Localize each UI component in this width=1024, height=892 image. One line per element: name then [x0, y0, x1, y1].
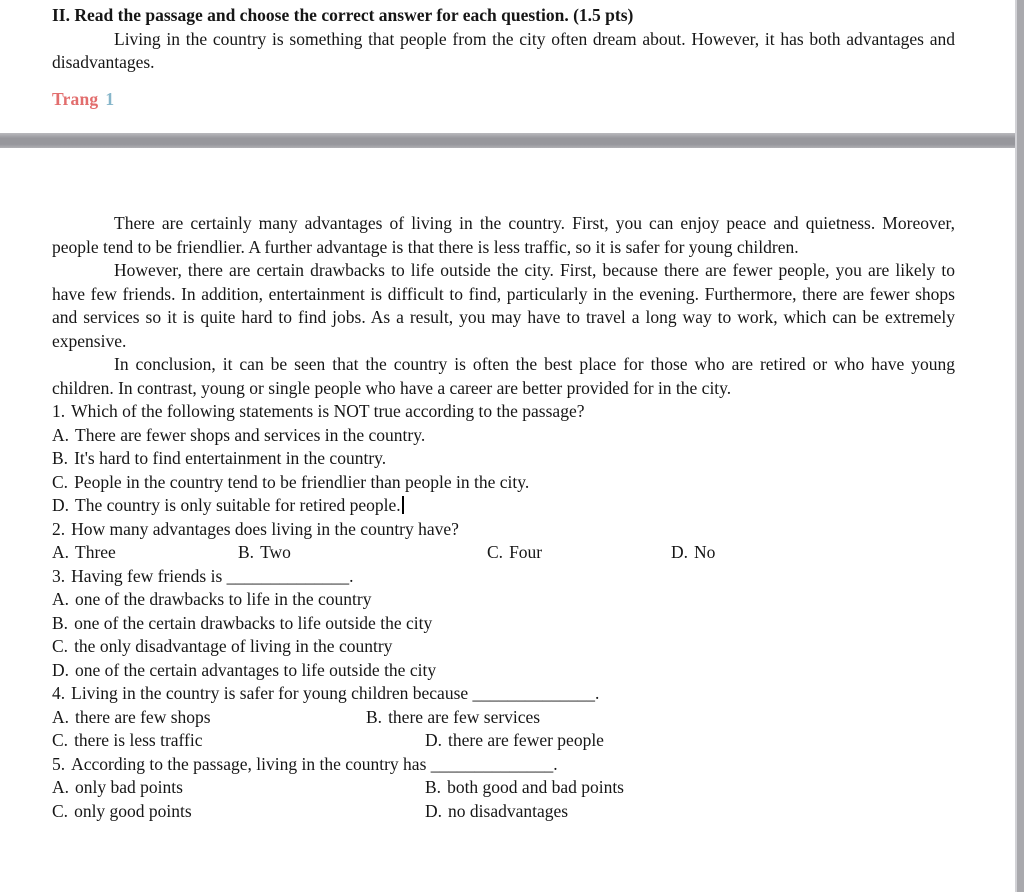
answer-option: [425, 776, 624, 800]
answer-option-row: [52, 776, 955, 800]
option-label: A.: [52, 589, 70, 609]
answer-option-row: [52, 800, 955, 824]
option-label: B.: [238, 542, 255, 562]
answer-option: [52, 776, 425, 800]
option-text: No: [694, 542, 716, 562]
option-label: A.: [52, 706, 70, 727]
question-number: 2.: [52, 518, 66, 539]
option-text: Two: [260, 542, 291, 562]
answer-option: [366, 706, 540, 730]
option-text: there is less traffic: [74, 730, 203, 750]
question-text: How many advantages does living in the country have?: [71, 518, 459, 539]
page-label-number: 1: [105, 88, 115, 109]
scrollbar[interactable]: [1015, 0, 1024, 892]
option-label: A.: [52, 777, 70, 797]
section-heading: II. Read the passage and choose the correct answer for each question. (1.5 pts): [52, 5, 634, 25]
question-text: Which of the following statements is NOT true according to the passage?: [71, 401, 585, 421]
answer-option: [52, 588, 955, 612]
question-5: [52, 753, 955, 777]
answer-option: [52, 706, 366, 730]
answer-option: [52, 471, 955, 495]
question-text: According to the passage, living in the country has ______________.: [71, 753, 558, 774]
answer-option: [52, 729, 425, 753]
option-label: B.: [52, 612, 69, 633]
answer-option-row: [52, 706, 955, 730]
question-number: 5.: [52, 753, 66, 774]
question-4: [52, 682, 955, 706]
option-label: C.: [52, 730, 69, 750]
option-label: A.: [52, 424, 70, 445]
answer-option: [425, 800, 568, 824]
option-text: only good points: [74, 800, 192, 821]
question-3: [52, 565, 955, 589]
page-label: [52, 88, 955, 112]
option-text: there are few services: [388, 706, 541, 727]
option-text: there are fewer people: [448, 730, 604, 750]
passage-intro-paragraph: Living in the country is something that people from the city often dream about. However, it has both advantages and disadvantages.: [52, 28, 955, 72]
question-number: 1.: [52, 401, 66, 421]
answer-option: [487, 541, 671, 565]
page-label-word: Trang: [52, 88, 99, 109]
option-text: no disadvantages: [448, 800, 569, 821]
option-label: D.: [52, 659, 70, 680]
answer-option: [425, 729, 604, 753]
option-label: C.: [487, 542, 504, 562]
option-label: B.: [425, 777, 442, 797]
option-text: People in the country tend to be friendlier than people in the city.: [74, 471, 530, 492]
answer-option: [52, 659, 955, 683]
option-text: the only disadvantage of living in the country: [74, 636, 393, 656]
answer-option: [52, 635, 955, 659]
answer-option-row: [52, 729, 955, 753]
option-label: D.: [425, 800, 443, 821]
option-text: The country is only suitable for retired people.: [75, 495, 401, 515]
passage-paragraph: In conclusion, it can be seen that the country is often the best place for those who are retired or who have young children. In contrast, young or single people who have a career are better provided for in the city.: [52, 354, 955, 398]
option-label: D.: [52, 495, 70, 515]
option-text: both good and bad points: [447, 777, 624, 797]
passage-paragraph: There are certainly many advantages of living in the country. First, you can enjoy peace and quietness. Moreover, people tend to be friendlier. A further advantage is that there is less traffic, so it is safer for young children.: [52, 213, 955, 257]
answer-option: [52, 612, 955, 636]
question-2: [52, 518, 955, 542]
option-label: D.: [425, 730, 443, 750]
answer-option: [238, 541, 487, 565]
text-cursor: [402, 496, 404, 514]
answer-option: [52, 800, 425, 824]
answer-option: [52, 541, 238, 565]
question-text: Living in the country is safer for young children because ______________.: [71, 683, 600, 703]
question-number: 4.: [52, 683, 66, 703]
option-text: Four: [509, 542, 543, 562]
question-text: Having few friends is ______________.: [71, 565, 354, 586]
answer-option: [671, 541, 715, 565]
page-two-body: [0, 148, 1024, 823]
option-label: C.: [52, 471, 69, 492]
answer-option: [52, 447, 955, 471]
option-label: B.: [52, 448, 69, 468]
page-break-divider: [0, 133, 1015, 148]
passage-paragraph: However, there are certain drawbacks to life outside the city. First, because there are fewer people, you are likely to have few friends. In addition, entertainment is difficult to find, particularly in the evening. Furthermore, there are fewer shops and services so it is quite hard to find jobs. As a result, you may have to travel a long way to work, which can be extremely expensive.: [52, 260, 955, 351]
answer-option-row: [52, 541, 955, 565]
option-text: There are fewer shops and services in the country.: [75, 424, 426, 445]
option-text: one of the certain drawbacks to life outside the city: [74, 612, 433, 633]
question-1: [52, 400, 955, 424]
option-label: B.: [366, 706, 383, 727]
option-label: D.: [671, 542, 689, 562]
option-label: C.: [52, 800, 69, 821]
answer-option: [52, 424, 955, 448]
option-text: there are few shops: [75, 706, 211, 727]
answer-option: [52, 494, 955, 518]
page-one-footer-block: [0, 0, 1024, 111]
option-label: C.: [52, 636, 69, 656]
option-label: A.: [52, 542, 70, 562]
option-text: only bad points: [75, 777, 183, 797]
option-text: Three: [75, 542, 116, 562]
option-text: one of the drawbacks to life in the country: [75, 589, 372, 609]
option-text: one of the certain advantages to life outside the city: [75, 659, 437, 680]
question-number: 3.: [52, 565, 66, 586]
option-text: It's hard to find entertainment in the country.: [74, 448, 387, 468]
